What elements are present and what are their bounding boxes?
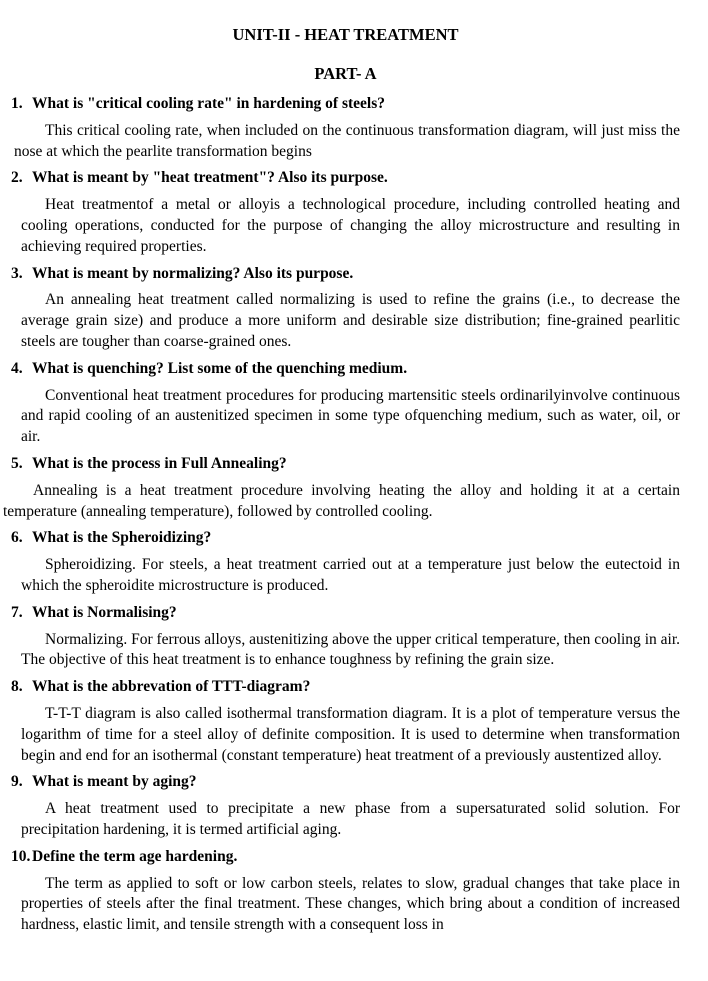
question-heading [11,528,680,549]
question-text: What is meant by aging? [32,773,197,791]
answer-paragraph: Normalizing. For ferrous alloys, austenitizing above the upper critical temperature, then cooling in air. The objective of this heat treatment is to enhance toughness by refining the grain size. [21,630,680,669]
answer-paragraph: Heat treatmentof a metal or alloyis a technological procedure, including controlled heating and cooling operations, conducted for the purpose of changing the alloy microstructure and resulting in achieving required properties. [21,196,680,255]
qa-item [11,677,680,766]
question-text: What is "critical cooling rate" in hardening of steels? [32,95,386,112]
answer-paragraph: The term as applied to soft or low carbon steels, relates to slow, gradual changes that take place in properties of steels after the final treatment. These changes, which bring about a condition of increased hardness, elastic limit, and tensile strength with a consequent loss in [21,874,680,934]
question-answer-list [3,94,680,936]
answer-paragraph: An annealing heat treatment called normalizing is used to refine the grains (i.e., to decrease the average grain size) and produce a more uniform and desirable size distribution; fine-grained pearlitic steels are tougher than coarse-grained ones. [21,291,680,350]
question-number: 1. [11,95,23,112]
question-text: What is Normalising? [32,603,177,621]
qa-item [11,168,680,257]
question-text: What is meant by normalizing? Also its purpose. [32,264,354,282]
question-heading [11,264,680,285]
qa-item [3,454,680,522]
qa-item [11,847,680,936]
answer-paragraph: Conventional heat treatment procedures for producing martensitic steels ordinarilyinvolve continuous and rapid cooling of an austenitized specimen in some type ofquenching medium, such as water, oil, or air. [21,386,680,446]
answer-paragraph: A heat treatment used to precipitate a new phase from a supersaturated solid solution. For precipitation hardening, it is termed artificial aging. [21,800,680,838]
qa-item [11,528,680,596]
question-number: 9. [11,773,23,791]
qa-item [11,772,680,840]
question-number: 10. [11,847,31,865]
qa-item [11,603,680,671]
question-text: What is meant by "heat treatment"? Also its purpose. [32,169,388,187]
question-number: 4. [11,359,23,377]
answer-paragraph: Spheroidizing. For steels, a heat treatment carried out at a temperature just below the eutectoid in which the spheroidite microstructure is produced. [21,556,680,594]
page-title: UNIT-II - HEAT TREATMENT [232,25,459,44]
question-heading [11,168,680,189]
question-heading [11,359,680,380]
question-number: 2. [11,169,23,187]
question-heading [11,677,680,698]
qa-item [11,359,680,448]
question-text: What is the abbrevation of TTT-diagram? [32,678,311,696]
question-heading [11,772,680,793]
answer-paragraph: Annealing is a heat treatment procedure involving heating the alloy and holding it at a certain temperature (annealing temperature), followed by controlled cooling. [3,481,680,520]
question-heading [11,603,680,624]
qa-item [11,264,680,353]
answer-paragraph: T-T-T diagram is also called isothermal transformation diagram. It is a plot of temperature versus the logarithm of time for a steel alloy of definite composition. It is used to determine when transformation begin and end for an isothermal (constant temperature) heat treatment of a previously austentized alloy. [21,704,680,764]
question-number: 3. [11,264,23,282]
question-heading [11,94,680,115]
question-number: 8. [11,678,23,696]
answer-paragraph: This critical cooling rate, when included on the continuous transformation diagram, will just miss the nose at which the pearlite transformation begins [14,121,680,160]
question-text: What is the process in Full Annealing? [32,454,287,472]
question-number: 7. [11,603,23,621]
question-heading [11,454,680,475]
question-text: Define the term age hardening. [32,847,238,865]
question-number: 6. [11,529,23,547]
question-heading [11,847,680,868]
question-number: 5. [11,454,23,472]
qa-item [11,94,680,162]
part-heading: PART- A [314,64,377,83]
question-text: What is the Spheroidizing? [32,529,212,547]
question-text: What is quenching? List some of the quenching medium. [32,359,408,377]
